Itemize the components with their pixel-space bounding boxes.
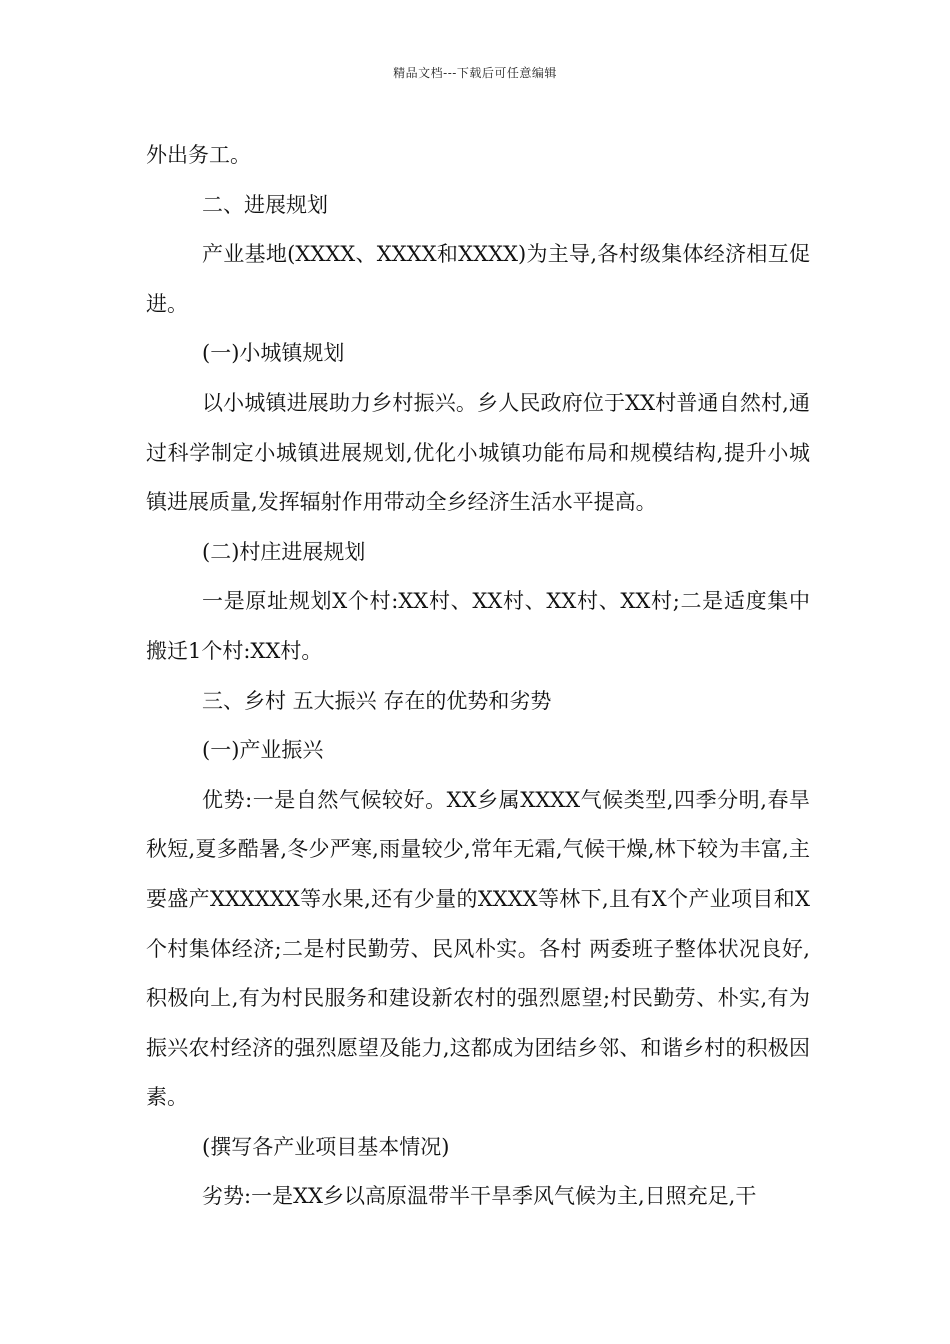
subheading-industry-revival: (一)产业振兴 — [202, 738, 324, 763]
paragraph-town-plan: 以小城镇进展助力乡村振兴。乡人民政府位于XX村普通自然村,通过科学制定小城镇进展规划,优化小城镇功能布局和规模结构,提升小城镇进展质量,发挥辐射作用带动全乡经济生活水平提高。 — [146, 390, 810, 515]
paragraph-weaknesses: 劣势:一是XX乡以高原温带半干旱季风气候为主,日照充足,干 — [202, 1184, 757, 1209]
section-heading-development-plan: 二、进展规划 — [202, 192, 328, 217]
page-header: 精品文档---下载后可任意编辑 — [393, 66, 557, 80]
paragraph-strengths: 优势:一是自然气候较好。XX乡属XXXX气候类型,四季分明,春旱秋短,夏多酷暑,冬少严寒,雨量较少,常年无霜,气候干燥,林下较为丰富,主要盛产XXXXXX等水果,还有少量的XXXX等林下,且有X个产业项目和X个村集体经济;二是村民勤劳、民风朴实。各村 两委班子整体状况良好,积极向上,有为村民服务和建设新农村的强烈愿望;村民勤劳、朴实,有为振兴农村经济的强烈愿望及能力,这都成为团结乡邻、和谐乡村的积极因素。 — [146, 787, 810, 1110]
paragraph-project-note: (撰写各产业项目基本情况) — [202, 1134, 450, 1159]
section-heading-strengths-weaknesses: 三、乡村 五大振兴 存在的优势和劣势 — [202, 688, 552, 713]
subheading-town-plan: (一)小城镇规划 — [202, 341, 345, 366]
document-body — [146, 131, 810, 1222]
subheading-village-plan: (二)村庄进展规划 — [202, 539, 366, 564]
paragraph-continuation: 外出务工。 — [146, 143, 251, 167]
paragraph-industry-base: 产业基地(XXXX、XXXX和XXXX)为主导,各村级集体经济相互促进。 — [146, 242, 810, 316]
paragraph-village-plan: 一是原址规划X个村:XX村、XX村、XX村、XX村;二是适度集中搬迁1个村:XX村。 — [146, 589, 810, 663]
